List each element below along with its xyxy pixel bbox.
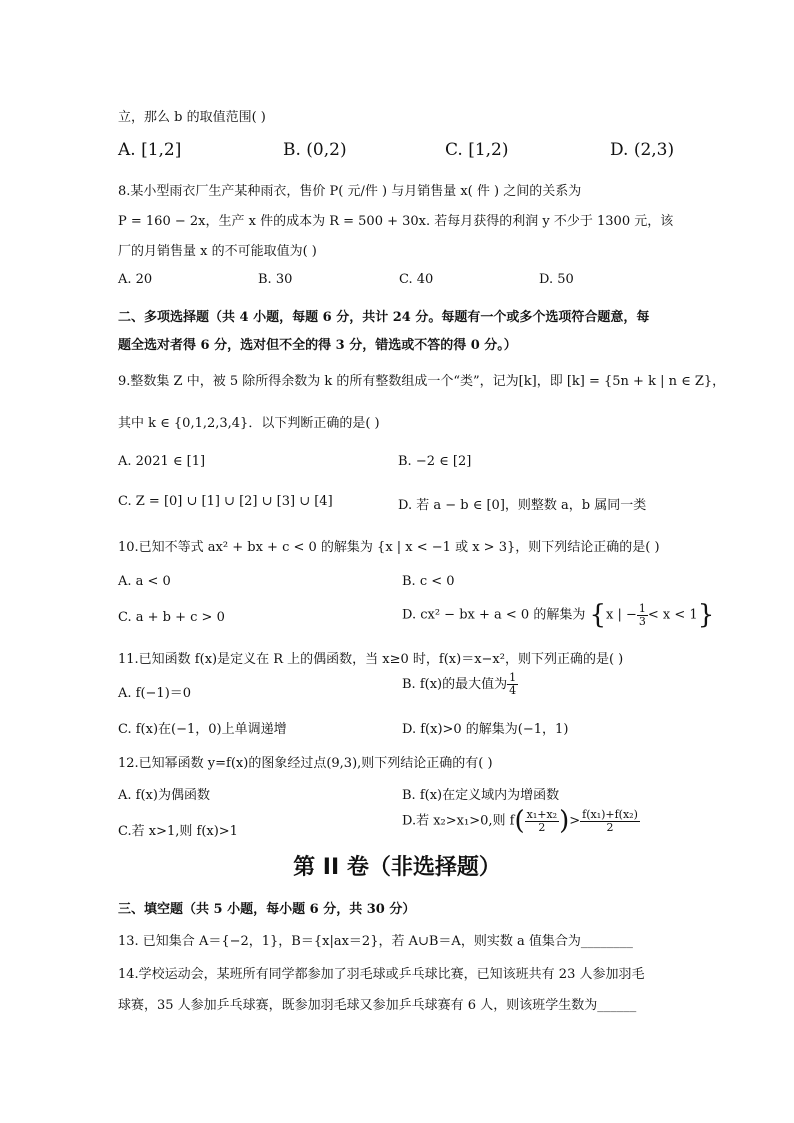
q11-option-b — [402, 672, 518, 697]
q9-option-b: B. −2 ∈ [2] — [398, 454, 472, 469]
q12-frac-left-num: x₁+x₂ — [526, 807, 558, 821]
section2-heading-line1: 二、多项选择题（共 4 小题，每题 6 分，共计 24 分。每题有一个或多个选项符合题意，每 — [118, 310, 650, 325]
q8-option-c: C. 40 — [399, 272, 434, 287]
q8-option-b: B. 30 — [258, 272, 293, 287]
q12-frac-right-den: 2 — [606, 820, 614, 834]
q12-frac-right — [580, 809, 640, 834]
q12-option-c: C.若 x>1,则 f(x)>1 — [118, 824, 238, 839]
q9-option-d: D. 若 a − b ∈ [0]，则整数 a，b 属同一类 — [398, 498, 647, 513]
q13: 13. 已知集合 A＝{−2，1}，B＝{x|ax＝2}，若 A∪B＝A，则实数 a 值集合为________ — [118, 934, 633, 949]
q10-set-prefix: x | − — [606, 607, 637, 623]
q10-option-d — [402, 600, 714, 630]
q8-line2: P = 160 − 2x，生产 x 件的成本为 R = 500 + 30x. 若每月获得的利润 y 不少于 1300 元，该 — [118, 214, 674, 229]
q9-option-a: A. 2021 ∈ [1] — [118, 454, 206, 469]
q7-option-b: B. (0,2) — [283, 140, 347, 160]
q12-frac-right-num: f(x₁)+f(x₂) — [582, 807, 638, 821]
q10-frac-den: 3 — [638, 614, 646, 628]
q8-line3: 厂的月销售量 x 的不可能取值为( ) — [118, 244, 317, 259]
q10-frac-num: 1 — [638, 601, 646, 615]
q12-option-b: B. f(x)在定义域内为增函数 — [402, 788, 560, 803]
q9-line1: 9.整数集 Z 中，被 5 除所得余数为 k 的所有整数组成一个“类”，记为[k]，即 [k] = {5n + k | n ∈ Z}， — [118, 374, 726, 389]
q9-line2: 其中 k ∈ {0,1,2,3,4}．以下判断正确的是( ) — [118, 416, 380, 431]
q9-option-c: C. Z = [0] ∪ [1] ∪ [2] ∪ [3] ∪ [4] — [118, 494, 333, 509]
q10-option-b: B. c < 0 — [402, 574, 455, 589]
q11-frac-num: 1 — [509, 671, 517, 684]
q10-fraction — [637, 603, 648, 628]
q11-stem: 11.已知函数 f(x)是定义在 R 上的偶函数，当 x≥0 时，f(x)＝x−x²，则下列正确的是( ) — [118, 652, 624, 667]
q11-option-b-text: B. f(x)的最大值为 — [402, 677, 508, 692]
q7-continuation: 立，那么 b 的取值范围( ) — [118, 110, 266, 125]
q10-option-d-text: D. cx² − bx + a < 0 的解集为 — [402, 607, 586, 623]
left-brace: { — [589, 600, 607, 630]
q7-option-a: A. [1,2] — [118, 140, 182, 160]
q11-frac-den: 4 — [509, 684, 517, 697]
q12-stem: 12.已知幂函数 y=f(x)的图象经过点(9,3),则下列结论正确的有( ) — [118, 756, 493, 771]
q11-fraction — [507, 672, 518, 697]
q14-line2: 球赛，35 人参加乒乓球赛，既参加羽毛球又参加乒乓球赛有 6 人，则该班学生数为______ — [118, 998, 637, 1013]
q12-relation: > — [569, 813, 581, 829]
left-paren: ( — [514, 806, 525, 836]
q10-set-tail: < x < 1 — [647, 607, 698, 623]
q8-line1: 8.某小型雨衣厂生产某种雨衣，售价 P( 元/件 ) 与月销售量 x( 件 ) 之间的关系为 — [118, 184, 582, 199]
q11-option-d: D. f(x)>0 的解集为(−1，1) — [402, 722, 569, 737]
q11-option-a: A. f(−1)＝0 — [118, 686, 192, 701]
right-brace: } — [697, 600, 715, 630]
q12-option-a: A. f(x)为偶函数 — [118, 788, 210, 803]
q12-option-d-text: D.若 x₂>x₁>0,则 f — [402, 813, 515, 829]
q10-option-c: C. a + b + c > 0 — [118, 610, 225, 625]
q8-option-a: A. 20 — [118, 272, 153, 287]
part2-title: 第 II 卷（非选择题） — [293, 855, 501, 880]
q7-option-d: D. (2,3) — [610, 140, 675, 160]
q11-option-c: C. f(x)在(−1，0)上单调递增 — [118, 722, 287, 737]
section3-heading: 三、填空题（共 5 小题，每小题 6 分，共 30 分） — [118, 902, 416, 917]
q10-option-a: A. a < 0 — [118, 574, 171, 589]
section2-heading-line2: 题全选对者得 6 分，选对但不全的得 3 分，错选或不答的得 0 分。） — [118, 338, 517, 353]
q7-option-c: C. [1,2) — [445, 140, 509, 160]
q12-option-d — [402, 806, 640, 836]
q8-option-d: D. 50 — [539, 272, 574, 287]
q12-frac-left-den: 2 — [538, 820, 546, 834]
q10-stem: 10.已知不等式 ax² + bx + c < 0 的解集为 {x | x < −1 或 x > 3}，则下列结论正确的是( ) — [118, 540, 660, 555]
q14-line1: 14.学校运动会，某班所有同学都参加了羽毛球或乒乓球比赛，已知该班共有 23 人参加羽毛 — [118, 967, 645, 982]
right-paren: ) — [559, 806, 570, 836]
q12-frac-left — [525, 809, 559, 834]
